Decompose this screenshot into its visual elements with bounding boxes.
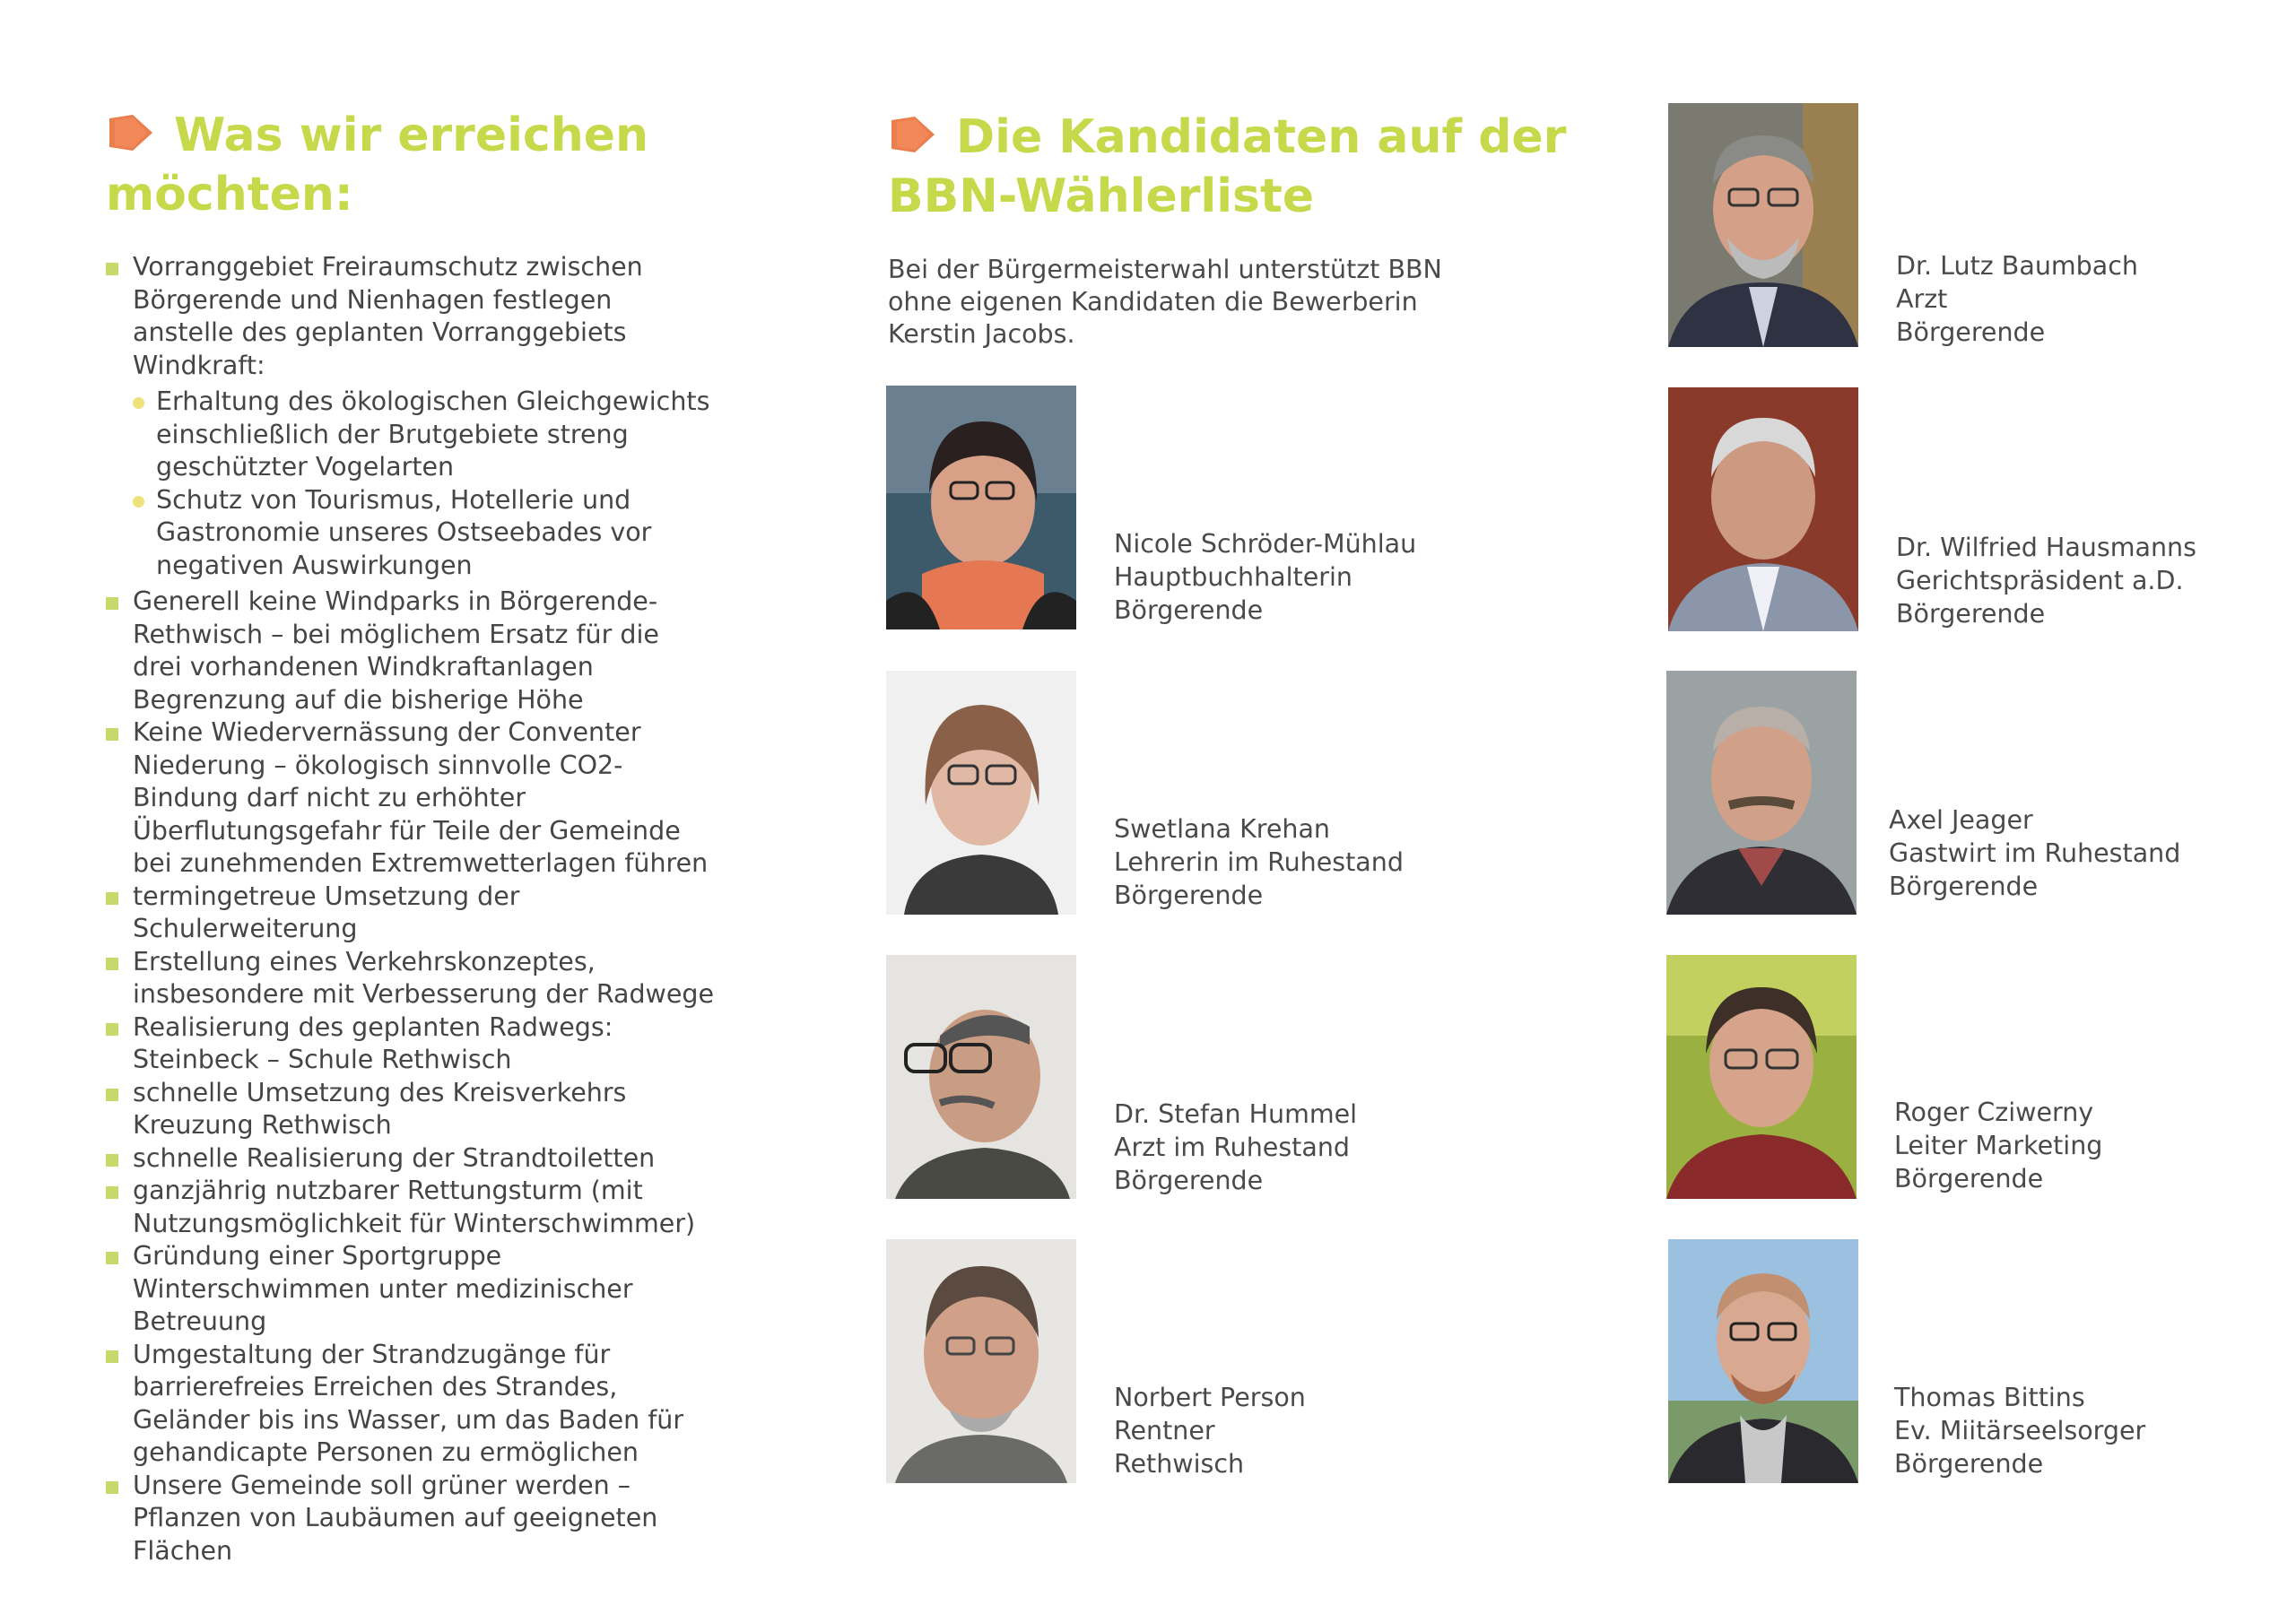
candidate-photo — [1666, 955, 1857, 1199]
candidate-name: Dr. Wilfried Hausmanns — [1896, 533, 2196, 562]
candidate-place: Börgerende — [1114, 1166, 1264, 1195]
list-item: Keine Wiedervernässung der Conventer Niederung – ökologisch sinnvolle CO2-Bindung darf nicht zu erhöhter Überflutungsgefahr für Teile der Gemeinde bei zunehmenden Extremwetterlagen führen — [106, 716, 716, 881]
goals-list — [106, 251, 716, 1567]
candidate-place: Börgerende — [1896, 317, 2046, 347]
goals-heading — [106, 106, 648, 224]
arrow-icon — [106, 109, 154, 156]
list-item — [106, 251, 716, 582]
candidate-role: Ev. Miitärseelsorger — [1894, 1416, 2146, 1445]
candidate-name: Norbert Person — [1114, 1383, 1306, 1412]
candidate-name: Swetlana Krehan — [1114, 814, 1330, 844]
goal-text: Vorranggebiet Freiraumschutz zwischen Börgerende und Nienhagen festlegen anstelle des geplanten Vorranggebiets Windkraft: — [133, 252, 643, 380]
candidate-place: Rethwisch — [1114, 1449, 1245, 1479]
candidate-place: Börgerende — [1889, 872, 2039, 901]
candidate-photo — [886, 386, 1076, 629]
candidate-role: Leiter Marketing — [1894, 1131, 2103, 1160]
sub-list — [133, 386, 716, 582]
candidates-heading-line1: Die Kandidaten auf der — [956, 110, 1567, 164]
candidate-place: Börgerende — [1894, 1449, 2044, 1479]
candidate-role: Gastwirt im Ruhestand — [1889, 838, 2181, 868]
candidate-role: Gerichtspräsident a.D. — [1896, 566, 2184, 595]
list-item: schnelle Umsetzung des Kreisverkehrs Kreuzung Rethwisch — [106, 1077, 716, 1142]
list-item: Umgestaltung der Strandzugänge für barrierefreies Erreichen des Strandes, Geländer bis ins Wasser, um das Baden für gehandicapte Personen zu ermöglichen — [106, 1339, 716, 1470]
list-item: Realisierung des geplanten Radwegs: Steinbeck – Schule Rethwisch — [106, 1011, 716, 1077]
candidates-heading — [888, 108, 1566, 226]
candidate-place: Börgerende — [1114, 881, 1264, 910]
list-item: Erstellung eines Verkehrskonzeptes, insbesondere mit Verbesserung der Radwege — [106, 946, 716, 1011]
candidate-photo — [1668, 1239, 1858, 1483]
sub-list-item: Erhaltung des ökologischen Gleichgewichts einschließlich der Brutgebiete streng geschützter Vogelarten — [133, 386, 716, 484]
goals-heading-line1: Was wir erreichen — [174, 108, 649, 162]
list-item: Gründung einer Sportgruppe Winterschwimmen unter medizinischer Betreuung — [106, 1240, 716, 1339]
candidate-photo — [886, 671, 1076, 915]
candidate-role: Hauptbuchhalterin — [1114, 562, 1352, 592]
candidate-place: Börgerende — [1114, 595, 1264, 625]
list-item: schnelle Realisierung der Strandtoiletten — [106, 1142, 716, 1176]
candidate-name: Nicole Schröder-Mühlau — [1114, 529, 1417, 559]
candidate-role: Arzt — [1896, 284, 1948, 314]
candidate-name: Dr. Lutz Baumbach — [1896, 251, 2138, 281]
candidate-photo — [1668, 387, 1858, 631]
candidates-intro: Bei der Bürgermeisterwahl unterstützt BBN ohne eigenen Kandidaten die Bewerberin Kerstin Jacobs. — [888, 255, 1442, 349]
candidate-photo — [1666, 671, 1857, 915]
list-item: termingetreue Umsetzung der Schulerweiterung — [106, 881, 716, 946]
arrow-icon — [888, 111, 936, 158]
goals-heading-line2: möchten: — [106, 168, 353, 221]
candidate-name: Thomas Bittins — [1894, 1383, 2085, 1412]
candidate-photo — [886, 955, 1076, 1199]
candidate-name: Dr. Stefan Hummel — [1114, 1099, 1358, 1129]
list-item: ganzjährig nutzbarer Rettungsturm (mit Nutzungsmöglichkeit für Winterschwimmer) — [106, 1175, 716, 1240]
list-item: Unsere Gemeinde soll grüner werden – Pflanzen von Laubäumen auf geeigneten Flächen — [106, 1470, 716, 1568]
sub-list-item: Schutz von Tourismus, Hotellerie und Gastronomie unseres Ostseebades vor negativen Auswirkungen — [133, 484, 716, 583]
list-item: Generell keine Windparks in Börgerende-Rethwisch – bei möglichem Ersatz für die drei vorhandenen Windkraftanlagen Begrenzung auf die bisherige Höhe — [106, 586, 716, 716]
candidate-name: Roger Cziwerny — [1894, 1098, 2094, 1127]
candidate-role: Arzt im Ruhestand — [1114, 1133, 1350, 1162]
candidate-place: Börgerende — [1896, 599, 2046, 629]
candidate-photo — [886, 1239, 1076, 1483]
candidate-role: Rentner — [1114, 1416, 1215, 1445]
candidate-role: Lehrerin im Ruhestand — [1114, 847, 1404, 877]
candidates-heading-line2: BBN-Wählerliste — [888, 169, 1315, 223]
candidate-name: Axel Jeager — [1889, 805, 2033, 835]
candidate-photo — [1668, 103, 1858, 347]
candidate-place: Börgerende — [1894, 1164, 2044, 1193]
